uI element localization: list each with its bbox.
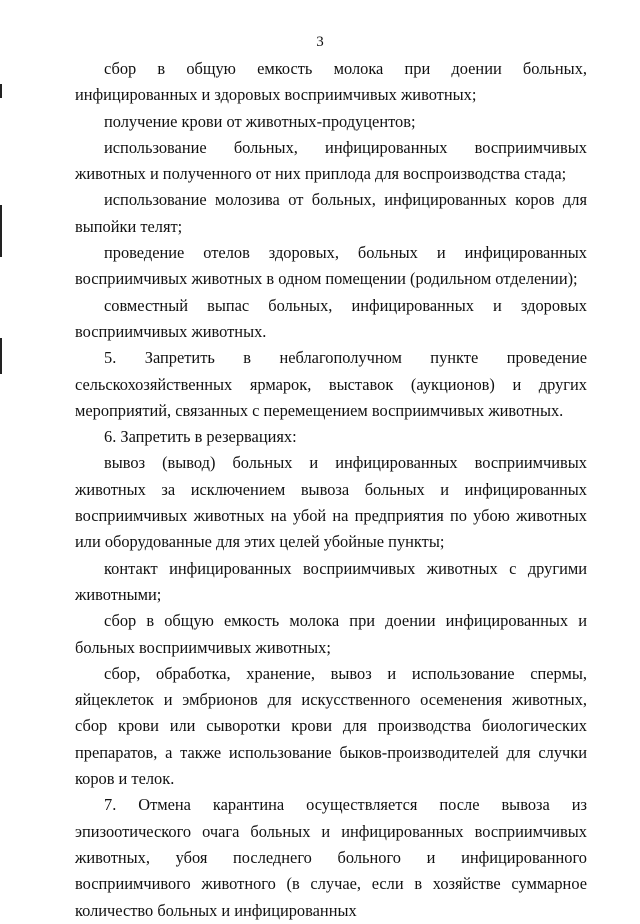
scan-margin-mark: [0, 338, 2, 374]
paragraph: использование больных, инфицированных восприимчивых животных и полученного от них приплода для воспроизводства стада;: [75, 137, 587, 184]
paragraph: сбор, обработка, хранение, вывоз и использование спермы, яйцеклеток и эмбрионов для искусственного осеменения животных, сбор крови или сыворотки крови для производства биологических препаратов, а также использование быков-производителей для случки коров и телок.: [75, 663, 587, 789]
paragraph: вывоз (вывод) больных и инфицированных восприимчивых животных за исключением вывоза больных и инфицированных восприимчивых животных на убой на предприятия по убою животных или оборудованные для этих целей убойные пункты;: [75, 453, 587, 552]
paragraph: сбор в общую емкость молока при доении инфицированных и больных восприимчивых животных;: [75, 611, 587, 657]
paragraph-item-7: 7. Отмена карантина осуществляется после вывоза из эпизоотического очага больных и инфицированных восприимчивых животных, убоя последнего больного и инфицированного восприимчивого животного (в случае, если в хозяйстве суммарное количество больных и инфицированных: [75, 795, 587, 920]
document-body: [75, 56, 587, 924]
paragraph: получение крови от животных-продуцентов;: [104, 111, 416, 131]
paragraph: контакт инфицированных восприимчивых животных с другими животными;: [75, 558, 587, 604]
paragraph: совместный выпас больных, инфицированных и здоровых восприимчивых животных.: [75, 295, 587, 341]
paragraph-item-5: 5. Запретить в неблагополучном пункте проведение сельскохозяйственных ярмарок, выставок (аукционов) и других мероприятий, связанных с перемещением восприимчивых животных.: [75, 348, 587, 420]
scan-margin-mark: [0, 205, 2, 257]
paragraph-item-6: 6. Запретить в резервациях:: [104, 427, 297, 447]
paragraph: сбор в общую емкость молока при доении больных, инфицированных и здоровых восприимчивых животных;: [75, 59, 587, 105]
scan-margin-mark: [0, 84, 2, 98]
page-number: 3: [316, 34, 324, 50]
paragraph: проведение отелов здоровых, больных и инфицированных восприимчивых животных в одном помещении (родильном отделении);: [75, 243, 587, 289]
paragraph: использование молозива от больных, инфицированных коров для выпойки телят;: [75, 190, 587, 236]
